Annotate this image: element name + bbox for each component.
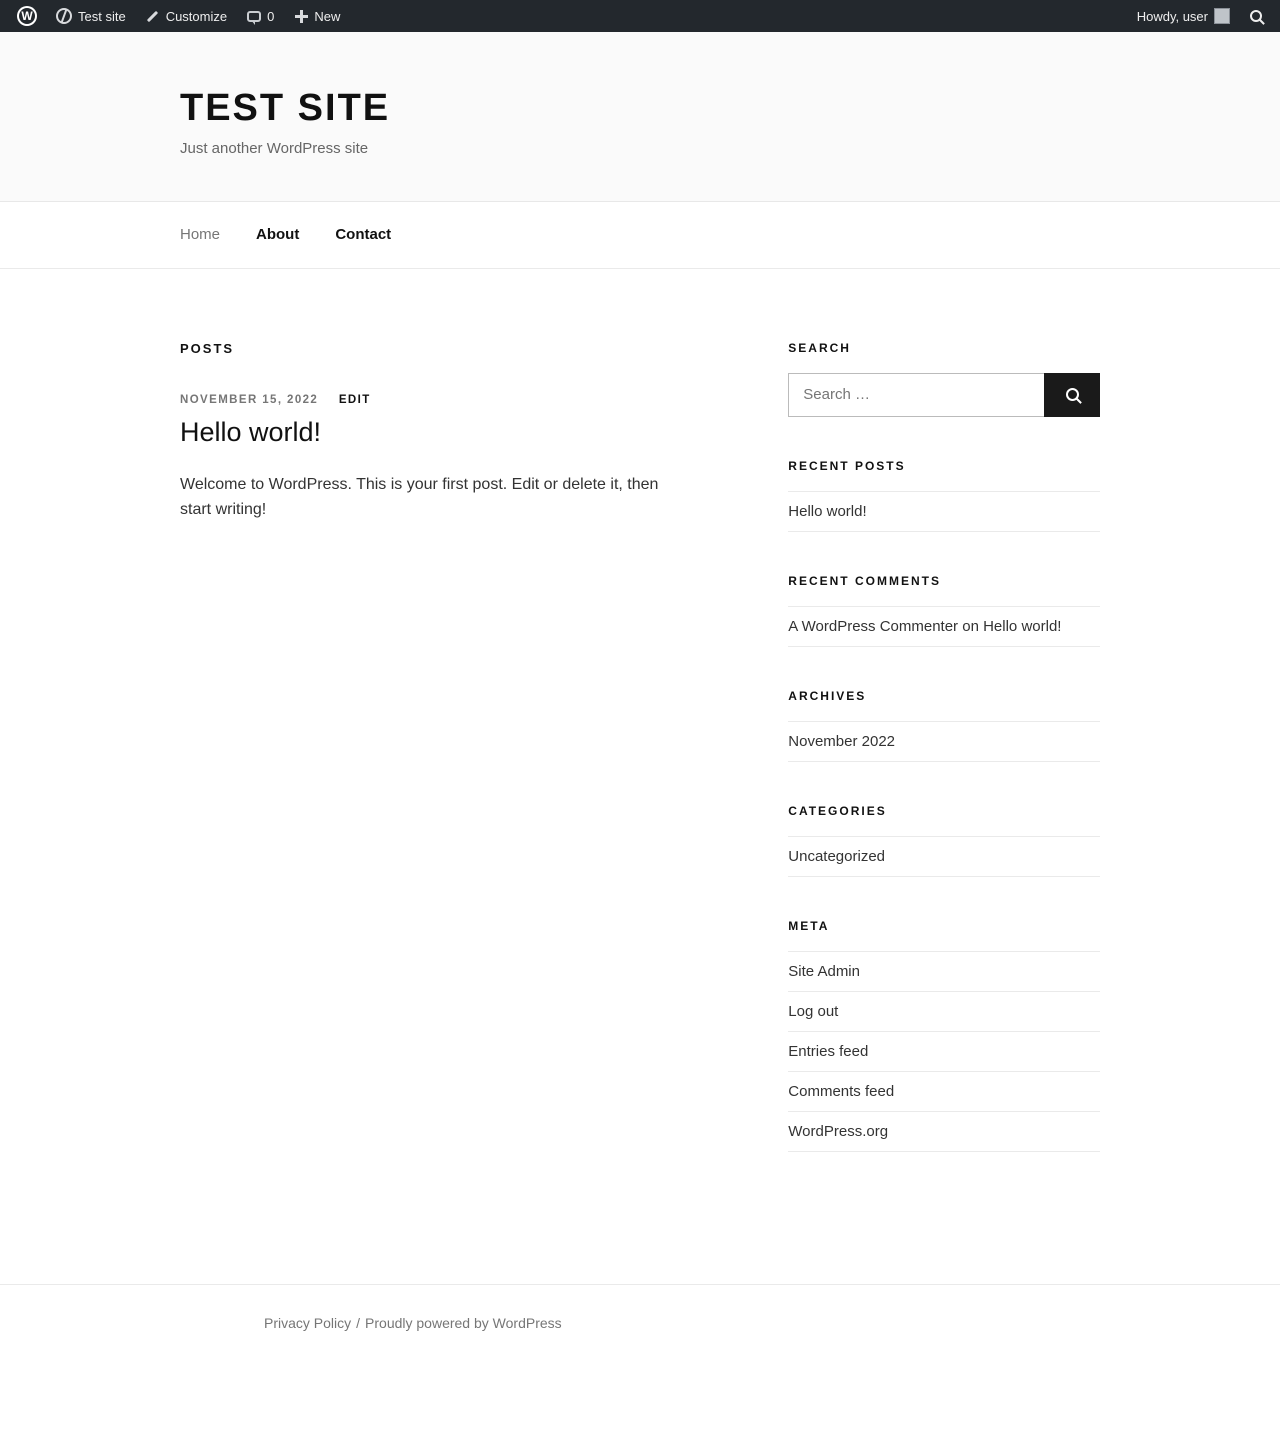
list-item [788, 1072, 1100, 1112]
list-item [788, 722, 1100, 762]
primary-navigation [0, 202, 1280, 269]
adminbar-my-account[interactable] [1127, 0, 1240, 32]
footer-credits [180, 1315, 1100, 1331]
plus-icon [294, 9, 308, 23]
widget-recent-posts-title: RECENT POSTS [788, 458, 906, 473]
search-input[interactable] [788, 373, 1044, 417]
list-item [788, 492, 1100, 532]
widget-archives-title: ARCHIVES [788, 688, 867, 703]
list-item [788, 992, 1100, 1032]
post-title[interactable]: Hello world! [180, 416, 322, 447]
wordpress-logo-button[interactable] [8, 0, 46, 32]
widget-recent-comments-title: RECENT COMMENTS [788, 573, 941, 588]
post-meta [180, 394, 736, 406]
archives-list [788, 721, 1100, 762]
widget-categories-title: CATEGORIES [788, 803, 887, 818]
wp-admin-bar [0, 0, 1280, 32]
search-icon [1250, 10, 1262, 22]
nav-item-home[interactable]: Home [180, 226, 221, 244]
search-submit-button[interactable] [1044, 373, 1100, 417]
post-article [180, 394, 736, 523]
avatar [1214, 8, 1230, 24]
search-form [788, 373, 1100, 417]
posts-column [180, 341, 736, 523]
adminbar-howdy-label: Howdy, user [1136, 8, 1208, 24]
nav-item-contact[interactable]: Contact [335, 226, 392, 244]
meta-link-entries-feed[interactable]: Entries feed [788, 1042, 869, 1060]
widget-recent-posts [788, 459, 1100, 532]
list-item [788, 952, 1100, 992]
site-header [0, 32, 1280, 202]
adminbar-customize-label: Customize [165, 8, 228, 24]
adminbar-right-group [1127, 0, 1272, 32]
adminbar-new-label: New [314, 8, 341, 24]
site-footer [0, 1284, 1280, 1371]
meta-link-site-admin[interactable]: Site Admin [788, 962, 860, 980]
post-edit-link[interactable]: EDIT [338, 393, 371, 406]
sidebar [788, 341, 1100, 1194]
category-link[interactable]: Uncategorized [788, 847, 886, 865]
widget-recent-comments [788, 574, 1100, 647]
list-item [788, 1032, 1100, 1072]
privacy-policy-link[interactable]: Privacy Policy [264, 1314, 352, 1331]
pencil-icon [146, 9, 160, 23]
adminbar-site-name-label: Test site [78, 8, 126, 24]
list-item [788, 1112, 1100, 1152]
meta-link-comments-feed[interactable]: Comments feed [788, 1082, 895, 1100]
comment-bubble-icon [247, 11, 261, 22]
recent-comments-list [788, 606, 1100, 647]
adminbar-site-name[interactable] [46, 0, 136, 32]
comment-author-link[interactable]: A WordPress Commenter [788, 617, 959, 635]
comment-entry [788, 618, 1061, 635]
adminbar-new[interactable] [284, 0, 350, 32]
comment-on-text: on [958, 617, 984, 635]
posts-section-title: POSTS [180, 340, 235, 356]
recent-posts-list [788, 491, 1100, 532]
adminbar-comments[interactable] [237, 0, 284, 32]
list-item [788, 837, 1100, 877]
widget-search-title: SEARCH [788, 340, 851, 355]
adminbar-comments-count: 0 [267, 8, 275, 24]
adminbar-search-button[interactable] [1240, 0, 1272, 32]
archive-link[interactable]: November 2022 [788, 732, 896, 750]
meta-link-log-out[interactable]: Log out [788, 1002, 839, 1020]
site-description: Just another WordPress site [180, 139, 369, 157]
wordpress-logo-icon [17, 6, 37, 26]
post-excerpt: Welcome to WordPress. This is your first post. Edit or delete it, then start writing! [180, 475, 659, 519]
meta-link-wordpress-org[interactable]: WordPress.org [788, 1122, 889, 1140]
footer-separator: / [356, 1314, 361, 1331]
widget-categories [788, 804, 1100, 877]
nav-item-about[interactable]: About [256, 226, 300, 244]
powered-by-link[interactable]: Proudly powered by WordPress [365, 1314, 562, 1331]
widget-meta-title: META [788, 918, 830, 933]
page-title[interactable]: TEST SITE [180, 87, 391, 129]
post-date-link[interactable]: NOVEMBER 15, 2022 [180, 393, 319, 406]
widget-search [788, 341, 1100, 417]
site-icon [56, 8, 72, 24]
recent-post-link[interactable]: Hello world! [788, 502, 867, 520]
comment-post-link[interactable]: Hello world! [983, 617, 1062, 635]
meta-list [788, 951, 1100, 1152]
list-item [788, 607, 1100, 647]
search-icon [1066, 388, 1079, 401]
widget-archives [788, 689, 1100, 762]
categories-list [788, 836, 1100, 877]
widget-meta [788, 919, 1100, 1152]
main-content [0, 269, 1280, 1284]
adminbar-customize[interactable] [136, 0, 237, 32]
